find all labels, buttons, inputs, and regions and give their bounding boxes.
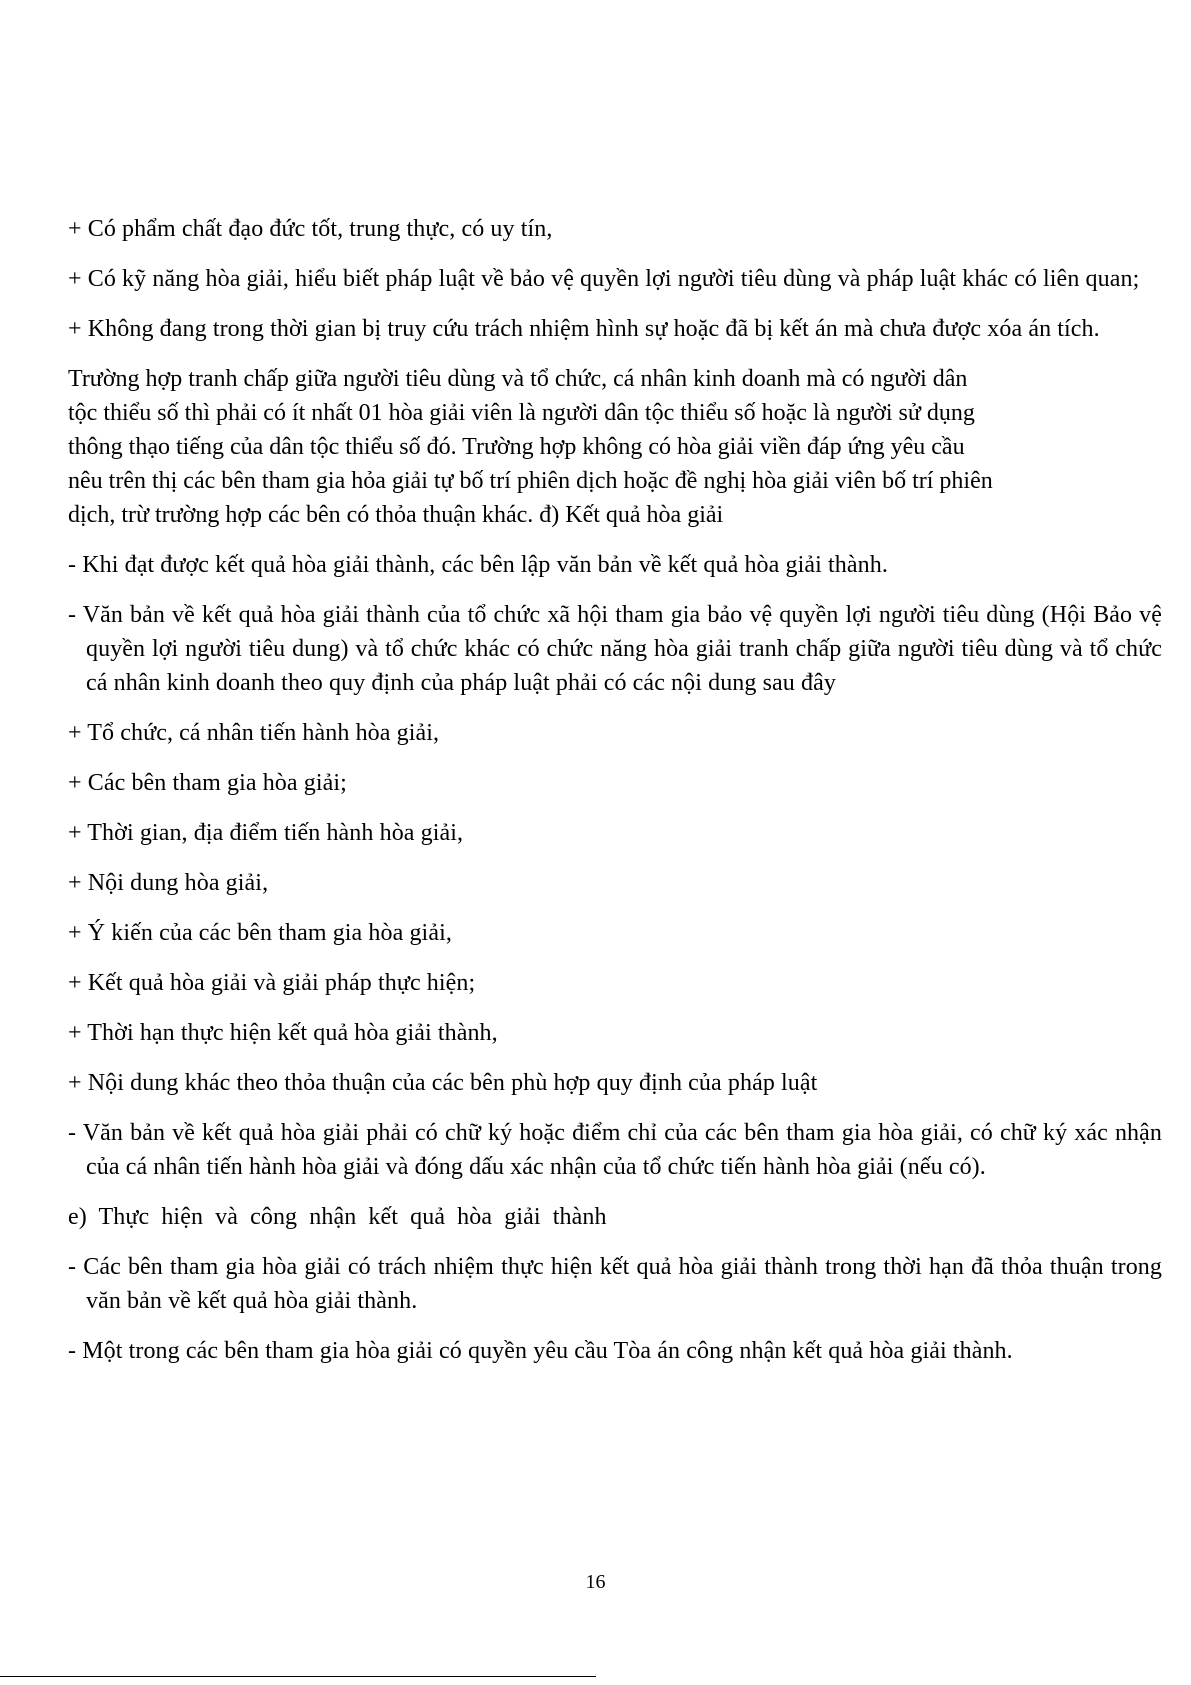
signature-item: - Văn bản về kết quả hòa giải phải có chữ ký hoặc điểm chỉ của các bên tham gia hòa giải, có chữ ký xác nhận của cá nhân tiến hành hòa giải và đóng dấu xác nhận của tổ chức tiến hành hòa giải (nếu có). <box>68 1120 1162 1180</box>
content-item: + Ý kiến của các bên tham gia hòa giải, <box>68 920 452 946</box>
minority-line: dịch, trừ trường hợp các bên có thỏa thuận khác. đ) Kết quả hòa giải <box>68 502 724 528</box>
result-item-2: - Văn bản về kết quả hòa giải thành của tổ chức xã hội tham gia bảo vệ quyền lợi người tiêu dùng (Hội Bảo vệ quyền lợi người tiêu dung) và tổ chức khác có chức năng hòa giải tranh chấp giữa người tiêu dùng và tổ chức cá nhân kinh doanh theo quy định của pháp luật phải có các nội dung sau đây <box>68 602 1162 696</box>
section-e-heading: e) Thực hiện và công nhận kết quả hòa giải thành <box>68 1204 607 1230</box>
content-item: + Kết quả hòa giải và giải pháp thực hiện; <box>68 970 476 996</box>
section-e-item-2: - Một trong các bên tham gia hòa giải có quyền yêu cầu Tòa án công nhận kết quả hòa giải thành. <box>68 1338 1013 1364</box>
content-item: + Thời gian, địa điểm tiến hành hòa giải, <box>68 820 464 846</box>
criteria-ethics: + Có phẩm chất đạo đức tốt, trung thực, có uy tín, <box>68 216 553 242</box>
content-item: + Nội dung khác theo thỏa thuận của các bên phù hợp quy định của pháp luật <box>68 1070 818 1096</box>
footer-divider <box>0 1676 596 1677</box>
content-item: + Nội dung hòa giải, <box>68 870 269 896</box>
content-item: + Tổ chức, cá nhân tiến hành hòa giải, <box>68 720 440 746</box>
minority-line: tộc thiểu số thì phải có ít nhất 01 hòa giải viên là người dân tộc thiểu số hoặc là người sử dụng <box>68 400 975 426</box>
minority-line: nêu trên thị các bên tham gia hỏa giải tự bố trí phiên dịch hoặc đề nghị hòa giải viên bố trí phiên <box>68 468 993 494</box>
page-number: 16 <box>585 1571 606 1593</box>
minority-line: thông thạo tiếng của dân tộc thiểu số đó. Trường hợp không có hòa giải viền đáp ứng yêu cầu <box>68 434 965 460</box>
criteria-skills: + Có kỹ năng hòa giải, hiểu biết pháp luật về bảo vệ quyền lợi người tiêu dùng và pháp luật khác có liên quan; <box>68 266 1140 292</box>
result-item-1: - Khi đạt được kết quả hòa giải thành, các bên lập văn bản về kết quả hòa giải thành. <box>68 552 888 578</box>
document-page <box>68 212 1162 1384</box>
content-item: + Thời hạn thực hiện kết quả hòa giải thành, <box>68 1020 498 1046</box>
minority-line: Trường hợp tranh chấp giữa người tiêu dùng và tổ chức, cá nhân kinh doanh mà có người dân <box>68 366 968 392</box>
section-e-item-1: - Các bên tham gia hòa giải có trách nhiệm thực hiện kết quả hòa giải thành trong thời hạn đã thỏa thuận trong văn bản về kết quả hòa giải thành. <box>68 1254 1162 1314</box>
content-item: + Các bên tham gia hòa giải; <box>68 770 347 796</box>
criteria-no-record: + Không đang trong thời gian bị truy cứu trách nhiệm hình sự hoặc đã bị kết án mà chưa được xóa án tích. <box>68 316 1100 342</box>
minority-paragraph <box>68 362 1162 532</box>
